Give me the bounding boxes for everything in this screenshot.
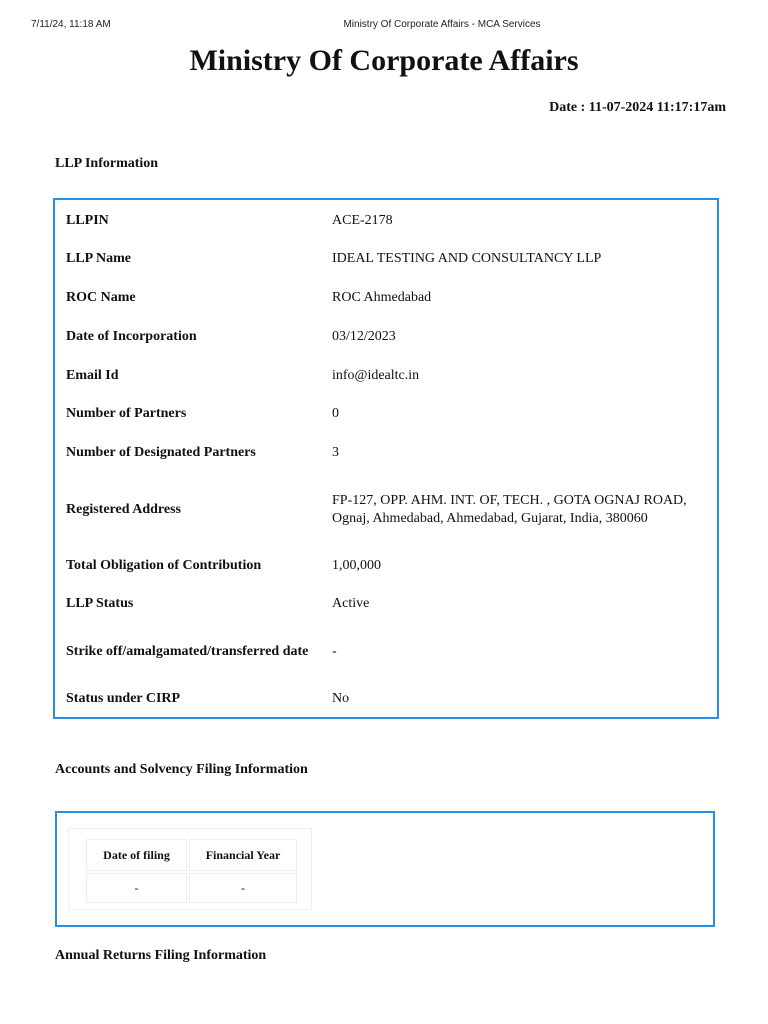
table-cell-date-of-filing: - <box>86 873 187 903</box>
row-value: FP-127, OPP. AHM. INT. OF, TECH. , GOTA OGNAJ ROAD, Ognaj, Ahmedabad, Ahmedabad, Gujarat, India, 380060 <box>332 493 687 526</box>
annual-returns-heading: Annual Returns Filing Information <box>55 948 267 963</box>
info-row-status-under-cirp <box>66 688 706 710</box>
row-value: info@idealtc.in <box>332 368 420 383</box>
info-row-designated-partners <box>66 442 706 464</box>
accounts-filing-table <box>84 837 299 905</box>
info-row-roc-name <box>66 287 706 309</box>
row-value: ACE-2178 <box>332 213 393 228</box>
row-value: 3 <box>332 445 339 460</box>
print-header <box>0 19 768 33</box>
info-row-llpin <box>66 210 706 232</box>
page-title: Ministry Of Corporate Affairs <box>189 44 579 77</box>
llp-information-box <box>53 198 719 719</box>
info-row-llp-name <box>66 248 706 270</box>
info-row-email-id <box>66 365 706 387</box>
table-row <box>86 873 297 903</box>
row-label: LLP Status <box>66 596 134 611</box>
info-row-llp-status <box>66 593 706 615</box>
info-row-number-of-partners <box>66 403 706 425</box>
info-row-total-obligation <box>66 555 706 577</box>
column-header-financial-year: Financial Year <box>189 839 297 871</box>
row-label: LLP Name <box>66 251 131 266</box>
row-label: Status under CIRP <box>66 691 181 706</box>
table-header-row <box>86 839 297 871</box>
row-label: Number of Partners <box>66 406 187 421</box>
accounts-filing-heading: Accounts and Solvency Filing Information <box>55 762 308 777</box>
info-row-strike-off-date <box>66 632 706 672</box>
row-label: Strike off/amalgamated/transferred date <box>66 644 309 659</box>
info-row-registered-address <box>66 481 706 539</box>
row-label: ROC Name <box>66 290 136 305</box>
accounts-filing-table-wrapper <box>68 828 312 910</box>
llp-information-heading: LLP Information <box>55 156 159 171</box>
row-value: Active <box>332 596 370 611</box>
print-timestamp: 7/11/24, 11:18 AM <box>31 19 111 30</box>
row-value: 03/12/2023 <box>332 329 396 344</box>
info-row-date-of-incorporation <box>66 326 706 348</box>
report-date: Date : 11-07-2024 11:17:17am <box>549 100 726 115</box>
row-label: Date of Incorporation <box>66 329 197 344</box>
row-label: Number of Designated Partners <box>66 445 256 460</box>
row-label: Total Obligation of Contribution <box>66 558 262 573</box>
row-value: IDEAL TESTING AND CONSULTANCY LLP <box>332 251 602 266</box>
row-value: ROC Ahmedabad <box>332 290 432 305</box>
row-label: Email Id <box>66 368 119 383</box>
print-document-title: Ministry Of Corporate Affairs - MCA Services <box>343 19 541 30</box>
row-value: 1,00,000 <box>332 558 381 573</box>
row-value: No <box>332 691 350 706</box>
column-header-date-of-filing: Date of filing <box>86 839 187 871</box>
table-cell-financial-year: - <box>189 873 297 903</box>
row-label: LLPIN <box>66 213 109 228</box>
row-value: 0 <box>332 406 339 421</box>
row-value: - <box>332 644 337 659</box>
row-label: Registered Address <box>66 502 181 517</box>
accounts-filing-box <box>55 811 715 927</box>
